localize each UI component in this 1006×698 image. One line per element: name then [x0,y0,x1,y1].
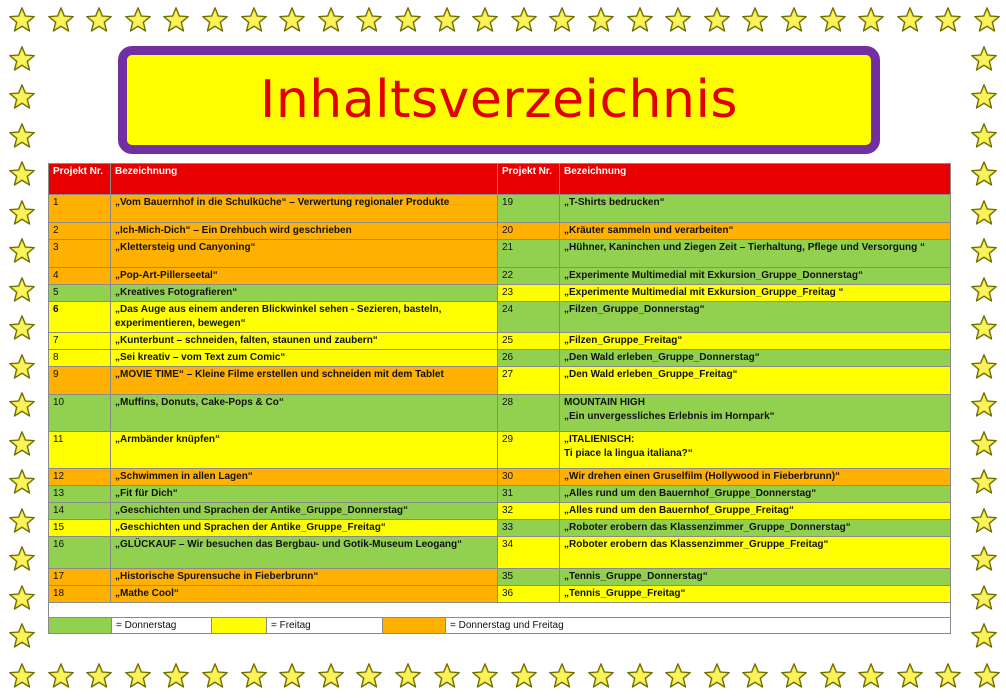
project-nr: 15 [49,520,111,537]
star-icon [626,662,654,690]
table-row [49,586,951,603]
project-name [111,537,498,569]
star-icon [162,662,190,690]
project-name [111,333,498,350]
table-row [49,569,951,586]
star-icon [8,662,36,690]
project-name-text: „Historische Spurensuche in Fieberbrunn“ [115,571,319,582]
project-name-text: „Experimente Multimedial mit Exkursion_Gruppe_Donnerstag“ [564,270,863,281]
project-name [560,503,951,520]
header-name-left: Bezeichnung [111,164,498,195]
project-nr: 10 [49,395,111,432]
star-icon [278,662,306,690]
star-icon [8,622,36,650]
project-nr: 35 [498,569,560,586]
project-nr: 25 [498,333,560,350]
table-row [49,268,951,285]
star-icon [510,662,538,690]
project-nr: 34 [498,537,560,569]
table-row [49,503,951,520]
project-name [111,285,498,302]
star-icon [201,6,229,34]
project-name [111,350,498,367]
star-icon [970,507,998,535]
table-row [49,223,951,240]
legend-swatch-freitag [212,618,267,633]
project-name [111,195,498,223]
project-name [111,469,498,486]
star-icon [124,6,152,34]
star-icon [471,6,499,34]
project-nr: 27 [498,367,560,395]
legend-row [49,618,951,634]
star-icon [240,662,268,690]
star-icon [85,662,113,690]
star-icon [896,662,924,690]
table-header-row [49,164,951,195]
star-icon [8,160,36,188]
project-name-text: „Tennis_Gruppe_Freitag“ [564,588,686,599]
project-nr: 31 [498,486,560,503]
project-name [560,432,951,469]
project-nr: 22 [498,268,560,285]
star-icon [162,6,190,34]
star-icon [970,237,998,265]
star-icon [8,199,36,227]
project-name [111,503,498,520]
star-icon [8,430,36,458]
spacer-row [49,603,951,618]
project-name-text: MOUNTAIN HIGH [564,397,645,408]
project-nr: 17 [49,569,111,586]
project-name-text: „Klettersteig und Canyoning“ [115,242,256,253]
project-nr: 36 [498,586,560,603]
star-icon [896,6,924,34]
legend-swatch-beide [383,618,446,633]
project-nr: 7 [49,333,111,350]
star-icon [317,662,345,690]
star-icon [970,622,998,650]
project-name-text: „Alles rund um den Bauernhof_Gruppe_Donnerstag“ [564,488,817,499]
project-nr: 5 [49,285,111,302]
table-row [49,520,951,537]
project-name-text: „Armbänder knüpfen“ [115,434,221,445]
project-name [560,350,951,367]
project-nr: 23 [498,285,560,302]
project-nr: 33 [498,520,560,537]
project-name-text: „Wir drehen einen Gruselfilm (Hollywood in Fieberbrunn)“ [564,471,841,482]
project-name-text: „ITALIENISCH: [564,434,635,445]
project-name [560,195,951,223]
star-icon [355,6,383,34]
project-nr: 13 [49,486,111,503]
star-icon [8,314,36,342]
star-icon [780,6,808,34]
project-name-text: „Fit für Dich“ [115,488,178,499]
legend-label-beide: = Donnerstag und Freitag [450,620,564,631]
legend-label-donnerstag: = Donnerstag [112,618,212,633]
project-name-text: „Filzen_Gruppe_Freitag“ [564,335,683,346]
project-nr: 16 [49,537,111,569]
star-icon [8,584,36,612]
project-nr: 12 [49,469,111,486]
header-name-right: Bezeichnung [560,164,951,195]
star-icon [433,662,461,690]
table-row [49,333,951,350]
project-name-text: „MOVIE TIME“ – Kleine Filme erstellen und schneiden mit dem Tablet [115,369,444,380]
project-name-text: „GLÜCKAUF – Wir besuchen das Bergbau- und Gotik-Museum Leogang“ [115,539,463,550]
star-icon [433,6,461,34]
project-name-text: „Den Wald erleben_Gruppe_Donnerstag“ [564,352,760,363]
table-row [49,537,951,569]
project-name-text: „Schwimmen in allen Lagen“ [115,471,253,482]
star-icon [741,662,769,690]
project-name [111,223,498,240]
project-name [560,520,951,537]
star-icon [8,391,36,419]
table-row [49,432,951,469]
project-name [560,223,951,240]
project-name-text: „Hühner, Kaninchen und Ziegen Zeit – Tierhaltung, Pflege und Versorgung “ [564,242,925,253]
table-row [49,195,951,223]
project-name [560,333,951,350]
project-nr: 8 [49,350,111,367]
star-icon [8,237,36,265]
star-icon [8,122,36,150]
table-row [49,469,951,486]
legend-swatch-donnerstag [49,618,112,633]
star-icon [124,662,152,690]
star-icon [780,662,808,690]
table-row [49,395,951,432]
project-name-text: „Kunterbunt – schneiden, falten, staunen und zaubern“ [115,335,378,346]
project-name [560,486,951,503]
star-icon [970,391,998,419]
star-icon [970,584,998,612]
star-icon [857,6,885,34]
project-name-text: „Kreatives Fotografieren“ [115,287,238,298]
project-name-text: „Kräuter sammeln und verarbeiten“ [564,225,734,236]
star-icon [8,276,36,304]
star-icon [278,6,306,34]
project-name-text: „Mathe Cool“ [115,588,179,599]
project-name [560,268,951,285]
star-icon [394,6,422,34]
project-name-text: „Vom Bauernhof in die Schulküche“ – Verwertung regionaler Produkte [115,197,450,208]
table-row [49,302,951,333]
project-nr: 24 [498,302,560,333]
header-nr-right: Projekt Nr. [498,164,560,195]
star-icon [47,6,75,34]
project-name-text: „Das Auge aus einem anderen Blickwinkel sehen - Sezieren, basteln, experimentieren, bewegen“ [115,304,442,329]
project-name-text: „Geschichten und Sprachen der Antike_Gruppe_Freitag“ [115,522,386,533]
star-icon [970,314,998,342]
project-nr: 29 [498,432,560,469]
star-icon [664,662,692,690]
legend-label-freitag: = Freitag [267,618,383,633]
project-name-text: „Sei kreativ – vom Text zum Comic“ [115,352,286,363]
project-name-text: „Tennis_Gruppe_Donnerstag“ [564,571,708,582]
table-row [49,367,951,395]
star-icon [970,199,998,227]
project-nr: 32 [498,503,560,520]
project-name [560,586,951,603]
project-name [111,367,498,395]
project-name [111,395,498,432]
spacer-cell [49,603,951,618]
star-icon [548,662,576,690]
star-icon [664,6,692,34]
project-nr: 14 [49,503,111,520]
title-banner [118,46,880,154]
star-icon [8,507,36,535]
star-icon [8,468,36,496]
project-name-text-line2: Ti piace la lingua italiana?“ [564,448,693,459]
star-icon [548,6,576,34]
star-icon [317,6,345,34]
star-icon [857,662,885,690]
project-name [560,367,951,395]
star-icon [240,6,268,34]
star-icon [970,45,998,73]
project-name [560,569,951,586]
project-name [111,586,498,603]
project-nr: 1 [49,195,111,223]
star-icon [8,353,36,381]
star-icon [970,468,998,496]
project-name [111,569,498,586]
table-row [49,240,951,268]
star-icon [471,662,499,690]
project-nr: 4 [49,268,111,285]
star-icon [970,545,998,573]
star-icon [970,122,998,150]
project-name [560,537,951,569]
project-nr: 9 [49,367,111,395]
project-name [560,395,951,432]
project-name [111,432,498,469]
project-nr: 30 [498,469,560,486]
project-name-text: „Roboter erobern das Klassenzimmer_Gruppe_Donnerstag“ [564,522,851,533]
project-nr: 2 [49,223,111,240]
project-name-text: „Roboter erobern das Klassenzimmer_Gruppe_Freitag“ [564,539,829,550]
star-icon [934,6,962,34]
star-icon [970,353,998,381]
star-icon [819,662,847,690]
star-icon [973,6,1001,34]
project-nr: 6 [49,302,111,333]
star-icon [970,430,998,458]
header-nr-left: Projekt Nr. [49,164,111,195]
star-icon [970,83,998,111]
project-name [560,302,951,333]
project-name-text: „Experimente Multimedial mit Exkursion_Gruppe_Freitag “ [564,287,844,298]
project-name [111,302,498,333]
project-nr: 20 [498,223,560,240]
star-icon [626,6,654,34]
table-row [49,350,951,367]
star-icon [47,662,75,690]
star-icon [8,83,36,111]
star-icon [355,662,383,690]
project-name-text: „T-Shirts bedrucken“ [564,197,665,208]
project-name-text: „Filzen_Gruppe_Donnerstag“ [564,304,705,315]
project-table [48,163,951,634]
star-icon [970,160,998,188]
star-icon [741,6,769,34]
star-icon [587,662,615,690]
star-icon [703,662,731,690]
star-icon [703,6,731,34]
project-name [111,240,498,268]
star-icon [85,6,113,34]
project-nr: 21 [498,240,560,268]
project-name-text-line2: „Ein unvergessliches Erlebnis im Hornpark“ [564,411,775,422]
project-name-text: „Geschichten und Sprachen der Antike_Gruppe_Donnerstag“ [115,505,409,516]
star-icon [394,662,422,690]
star-icon [8,6,36,34]
star-icon [8,45,36,73]
project-name [111,486,498,503]
project-name [560,469,951,486]
star-icon [934,662,962,690]
project-name [560,285,951,302]
page-title: Inhaltsverzeichnis [260,70,738,130]
project-name-text: „Pop-Art-Pillerseetal“ [115,270,218,281]
table-row [49,486,951,503]
star-icon [587,6,615,34]
project-name-text: „Alles rund um den Bauernhof_Gruppe_Freitag“ [564,505,795,516]
project-nr: 28 [498,395,560,432]
project-name [111,520,498,537]
project-nr: 3 [49,240,111,268]
star-icon [819,6,847,34]
table-row [49,285,951,302]
project-nr: 18 [49,586,111,603]
project-name-text: „Muffins, Donuts, Cake-Pops & Co“ [115,397,284,408]
star-icon [973,662,1001,690]
project-name [111,268,498,285]
project-name-text: „Den Wald erleben_Gruppe_Freitag“ [564,369,738,380]
project-name [560,240,951,268]
star-icon [510,6,538,34]
star-icon [8,545,36,573]
project-nr: 19 [498,195,560,223]
project-name-text: „Ich-Mich-Dich“ – Ein Drehbuch wird geschrieben [115,225,352,236]
project-nr: 26 [498,350,560,367]
project-nr: 11 [49,432,111,469]
star-icon [970,276,998,304]
star-icon [201,662,229,690]
